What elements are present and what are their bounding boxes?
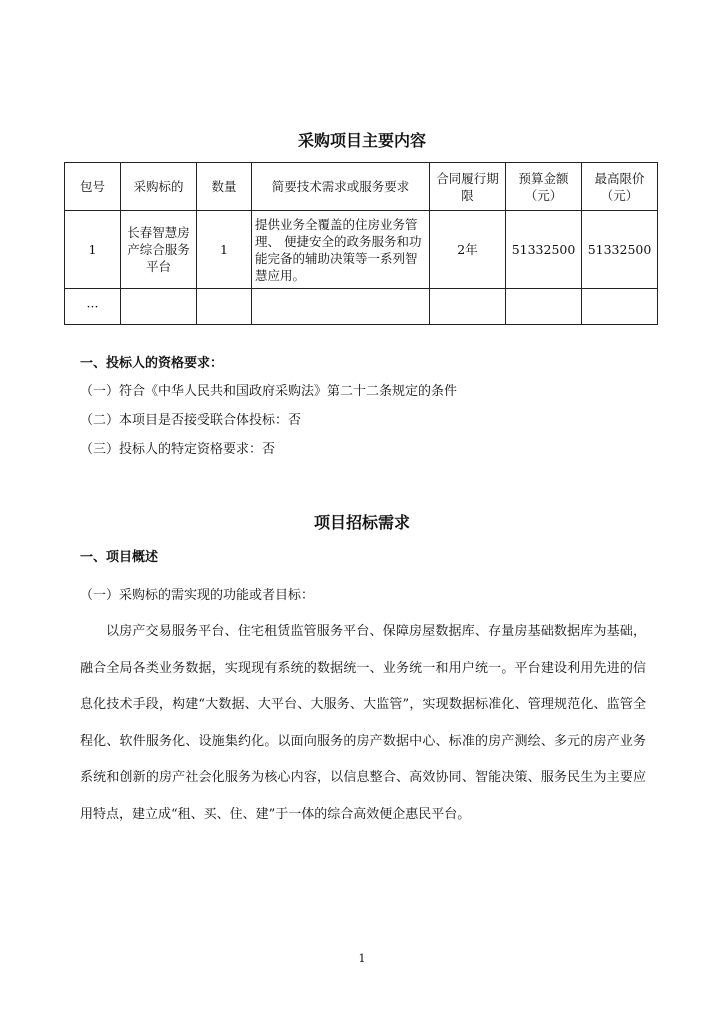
header-contract-period: 合同履行期限 xyxy=(430,163,506,211)
page-number: 1 xyxy=(358,952,366,965)
header-requirements: 简要技术需求或服务要求 xyxy=(252,163,430,211)
cell-empty xyxy=(582,289,658,325)
cell-empty xyxy=(430,289,506,325)
cell-empty xyxy=(252,289,430,325)
table-header-row xyxy=(65,163,658,211)
cell-empty xyxy=(506,289,582,325)
header-procurement-item: 采购标的 xyxy=(121,163,197,211)
overview-subheading: （一）采购标的需实现的功能或者目标： xyxy=(80,588,315,603)
overview-paragraph: 以房产交易服务平台、住宅租赁监管服务平台、保障房屋数据库、存量房基础数据库为基础，融合全局各类业务数据，实现现有系统的数据统一、业务统一和用户统一。平台建设利用先进的信息化技术手段，构建“大数据、大平台、大服务、大监管”，实现数据标准化、管理规范化、监管全程化、软件服务化、设施集约化。以面向服务的房产数据中心、标准的房产测绘、多元的房产业务系统和创新的房产社会化服务为核心内容，以信息整合、高效协同、智能决策、服务民生为主要应用特点，建立成“租、买、住、建”于一体的综合高效便企惠民平台。 xyxy=(80,624,646,822)
procurement-table xyxy=(64,162,658,325)
table-row xyxy=(65,289,658,325)
qualification-item: （一）符合《中华人民共和国政府采购法》第二十二条规定的条件 xyxy=(80,384,458,399)
header-quantity: 数量 xyxy=(197,163,252,211)
header-package-no: 包号 xyxy=(65,163,121,211)
cell-ellipsis: ··· xyxy=(65,289,121,325)
cell-budget: 51332500 xyxy=(506,211,582,289)
cell-package-no: 1 xyxy=(65,211,121,289)
overview-heading: 一、项目概述 xyxy=(80,550,159,565)
qualification-item: （三）投标人的特定资格要求：否 xyxy=(80,442,276,457)
cell-quantity: 1 xyxy=(197,211,252,289)
qualifications-heading: 一、投标人的资格要求： xyxy=(80,356,224,371)
requirements-title: 项目招标需求 xyxy=(313,513,410,532)
cell-requirements: 提供业务全覆盖的住房业务管理、 便捷安全的政务服务和功能完备的辅助决策等一系列智慧应用。 xyxy=(252,211,430,289)
cell-contract-period: 2年 xyxy=(430,211,506,289)
cell-procurement-item: 长春智慧房产综合服务平台 xyxy=(121,211,197,289)
cell-empty xyxy=(121,289,197,325)
qualification-item: （二）本项目是否接受联合体投标：否 xyxy=(80,413,302,428)
table-row xyxy=(65,211,658,289)
procurement-title: 采购项目主要内容 xyxy=(297,131,426,150)
header-max-price: 最高限价（元） xyxy=(582,163,658,211)
cell-empty xyxy=(197,289,252,325)
cell-max-price: 51332500 xyxy=(582,211,658,289)
header-budget: 预算金额（元） xyxy=(506,163,582,211)
